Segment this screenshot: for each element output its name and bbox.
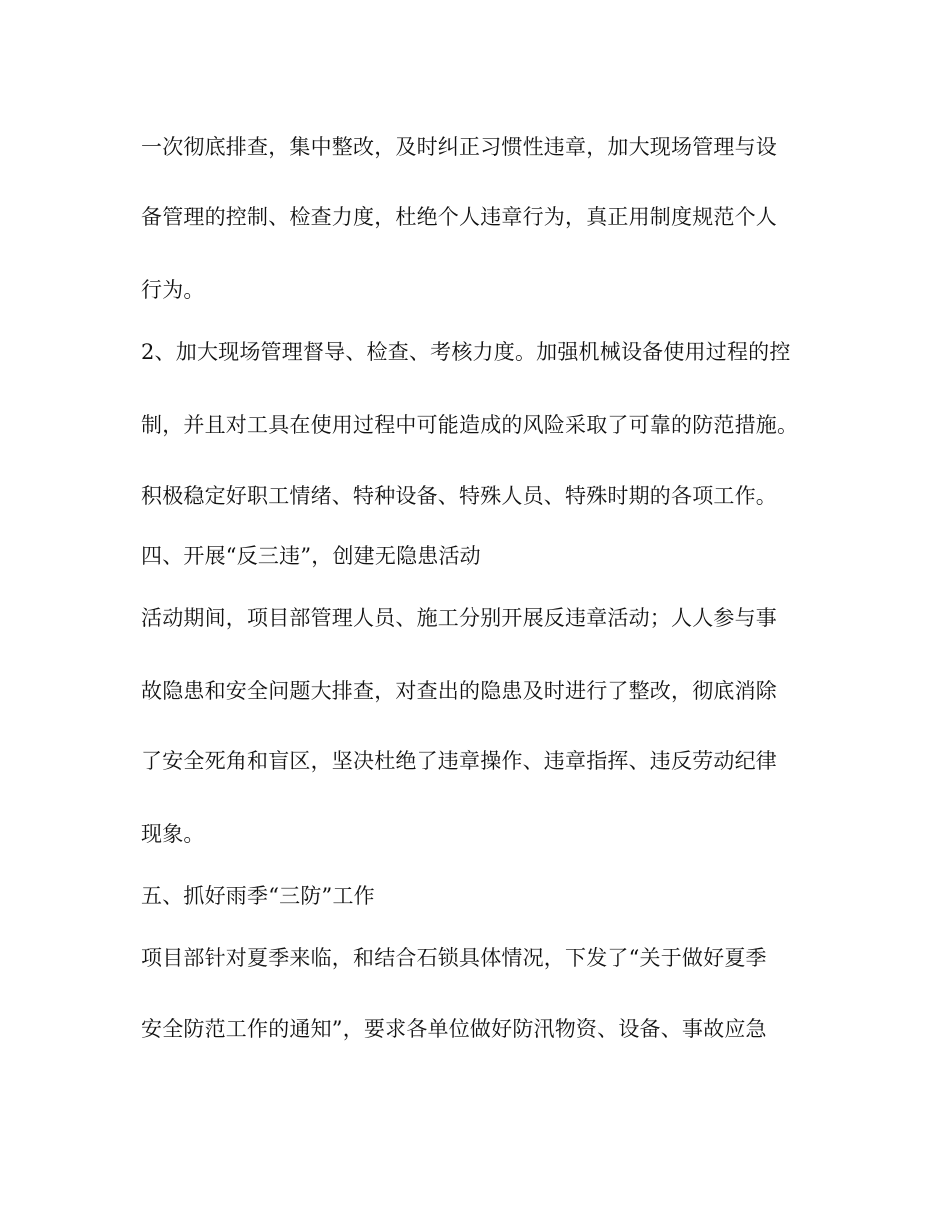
body-text-line: 行为。 [141,278,205,302]
list-item-2: 2、加大现场管理督导、检查、考核力度。加强机械设备使用过程的控 [141,340,791,364]
body-text-line: 安全防范工作的通知”，要求各单位做好防汛物资、设备、事故应急 [141,1017,767,1041]
body-text-line: 积极稳定好职工情绪、特种设备、特殊人员、特殊时期的各项工作。 [141,484,777,508]
body-text-line: 活动期间，项目部管理人员、施工分别开展反违章活动；人人参与事 [141,606,777,630]
body-text-line: 现象。 [141,822,205,846]
body-text-line: 故隐患和安全问题大排查，对查出的隐患及时进行了整改，彻底消除 [141,679,777,703]
body-text-line: 一次彻底排查，集中整改，及时纠正习惯性违章，加大现场管理与设 [141,135,777,159]
body-text-line: 了安全死角和盲区，坚决杜绝了违章操作、违章指挥、违反劳动纪律 [141,749,777,773]
body-text-line: 项目部针对夏季来临，和结合石锁具体情况，下发了“关于做好夏季 [141,946,767,970]
body-text-line: 制，并且对工具在使用过程中可能造成的风险采取了可靠的防范措施。 [141,413,799,437]
section-heading-4: 四、开展“反三违”，创建无隐患活动 [141,544,481,568]
body-text-line: 备管理的控制、检查力度，杜绝个人违章行为，真正用制度规范个人 [141,205,777,229]
section-heading-5: 五、抓好雨季“三防”工作 [141,884,375,908]
